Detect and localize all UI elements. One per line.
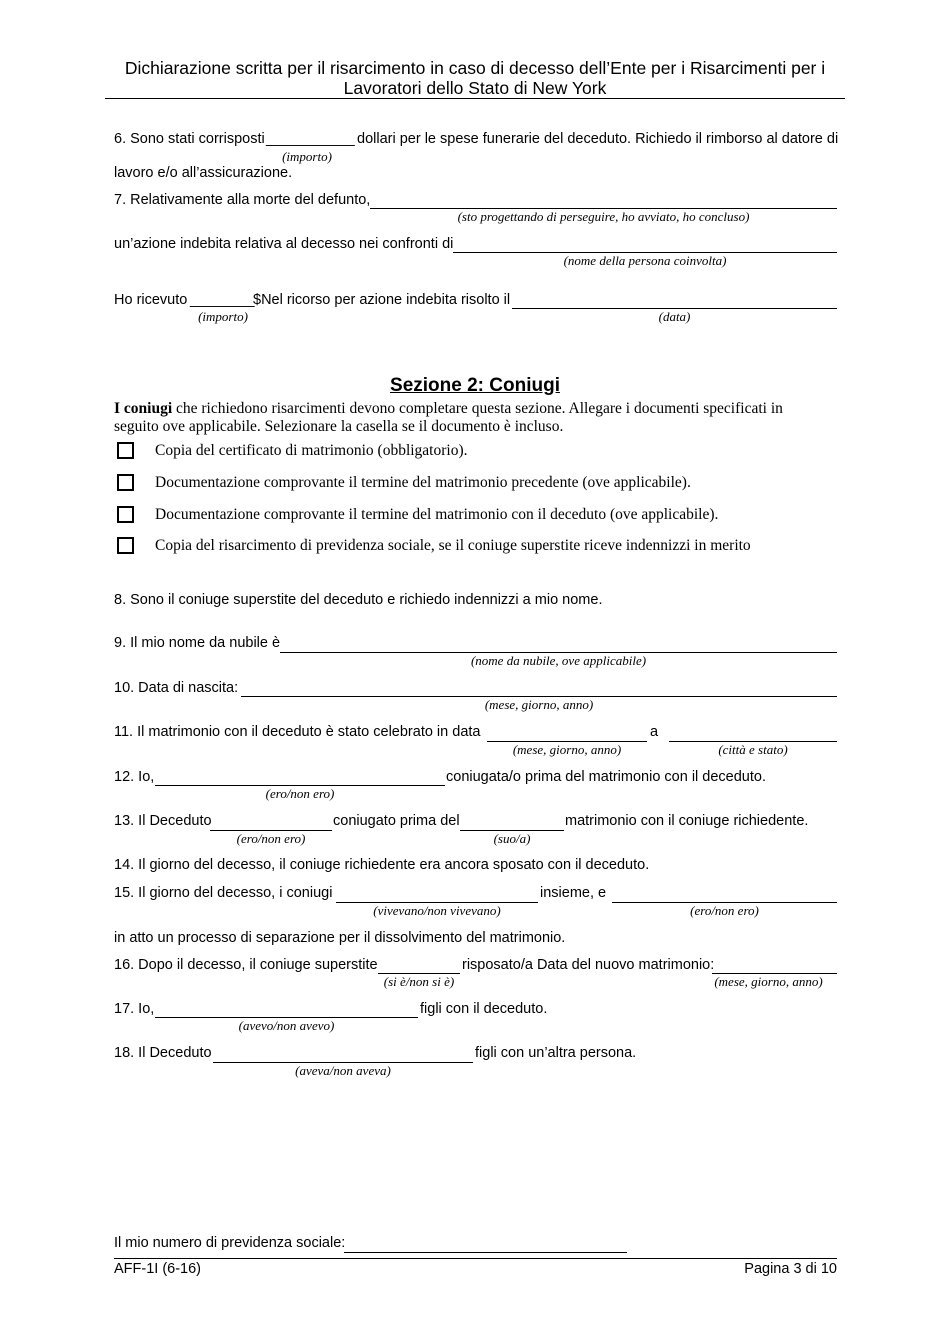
header-rule [105,98,845,99]
q7-caption3b: (data) [658,309,691,324]
q8-text: 8. Sono il coniuge superstite del deceduto e richiedo indennizzi a mio nome. [114,592,603,608]
q15-label: 15. Il giorno del decesso, i coniugi [114,885,333,901]
checklist-item-2: Documentazione comprovante il termine del matrimonio precedente (ove applicabile). [155,474,691,491]
q7-caption1: (sto progettando di perseguire, ho avviato, ho concluso) [457,209,750,224]
q7-caption3a: (importo) [198,309,248,324]
footer-rule [114,1258,837,1259]
q6-line2: lavoro e/o all’assicurazione. [114,165,293,181]
q7-received-label: Ho ricevuto [114,292,188,308]
form-id: AFF-1I (6-16) [114,1261,202,1277]
q16-caption1: (si è/non si è) [383,974,455,989]
q10-label: 10. Data di nascita: [114,680,239,696]
q7-settled-label: $Nel ricorso per azione indebita risolto il [253,292,511,308]
q17-caption: (avevo/non avevo) [238,1018,335,1033]
section2-heading: Sezione 2: Coniugi [390,375,560,396]
checkbox-deceased-marriage-end[interactable] [117,506,134,523]
checkbox-marriage-certificate[interactable] [117,442,134,459]
section2-intro-line2: seguito ove applicabile. Selezionare la casella se il documento è incluso. [114,418,564,435]
q18-post: figli con un’altra persona. [475,1045,637,1061]
section2-intro-rest: che richiedono risarcimenti devono completare questa sezione. Allegare i documenti specificati in [172,400,783,417]
checkbox-social-security[interactable] [117,537,134,554]
q7-label: 7. Relativamente alla morte del defunto, [114,192,371,208]
checklist-item-1: Copia del certificato di matrimonio (obbligatorio). [155,442,468,459]
q16-label: 16. Dopo il decesso, il coniuge superstite [114,957,378,973]
q16-post: risposato/a Data del nuovo matrimonio: [462,957,715,973]
q16-caption2: (mese, giorno, anno) [714,974,823,989]
q7-received-blank[interactable]: ________ [190,292,255,308]
q15-caption2: (ero/non ero) [690,903,759,918]
section2-intro-bold: I coniugi [114,400,173,417]
q12-label: 12. Io, [114,769,155,785]
checklist-item-4: Copia del risarcimento di previdenza sociale, se il coniuge superstite riceve indennizzi in merito [155,537,751,554]
checklist-item-3: Documentazione comprovante il termine del matrimonio con il deceduto (ove applicabile). [155,506,719,523]
q18-caption: (aveva/non aveva) [295,1063,391,1078]
q6-caption: (importo) [282,149,332,164]
document-title-line2: Lavoratori dello Stato di New York [343,78,607,98]
ssn-field[interactable] [344,1252,627,1253]
q14-text: 14. Il giorno del decesso, il coniuge richiedente era ancora sposato con il deceduto. [114,857,650,873]
page-number: Pagina 3 di 10 [744,1261,837,1277]
q13-caption1: (ero/non ero) [236,831,306,846]
q11-caption1: (mese, giorno, anno) [512,742,622,757]
document-title-line1: Dichiarazione scritta per il risarcimento in caso di decesso dell’Ente per i Risarcimenti per i [124,58,826,78]
q6-amount-blank[interactable]: ___________ [266,131,355,147]
q11-label: 11. Il matrimonio con il deceduto è stato celebrato in data [114,724,481,740]
q15-line2: in atto un processo di separazione per il dissolvimento del matrimonio. [114,930,566,946]
q13-post: matrimonio con il coniuge richiedente. [565,813,809,829]
q17-post: figli con il deceduto. [420,1001,548,1017]
q15-caption1: (vivevano/non vivevano) [373,903,501,918]
q9-label: 9. Il mio nome da nubile è [114,635,281,651]
q6-label-post: dollari per le spese funerarie del deceduto. Richiedo il rimborso al datore di [357,131,839,147]
q7-line2: un’azione indebita relativa al decesso nei confronti di [114,236,454,252]
q12-post: coniugata/o prima del matrimonio con il deceduto. [446,769,766,785]
q18-label: 18. Il Deceduto [114,1045,212,1061]
checkbox-previous-marriage-end[interactable] [117,474,134,491]
q13-mid: coniugato prima del [333,813,460,829]
q10-caption: (mese, giorno, anno) [484,697,594,712]
q9-caption: (nome da nubile, ove applicabile) [470,653,647,668]
q15-mid: insieme, e [540,885,607,901]
q17-label: 17. Io, [114,1001,155,1017]
q13-caption2: (suo/a) [493,831,531,846]
q11-caption2: (città e stato) [718,742,788,757]
q13-label: 13. Il Deceduto [114,813,212,829]
section2-intro [114,400,783,418]
ssn-label: Il mio numero di previdenza sociale: [114,1235,346,1251]
q11-mid: a [650,724,659,740]
q12-caption: (ero/non ero) [265,786,335,801]
q6-label: 6. Sono stati corrisposti [114,131,265,147]
q7-caption2: (nome della persona coinvolta) [563,253,727,268]
